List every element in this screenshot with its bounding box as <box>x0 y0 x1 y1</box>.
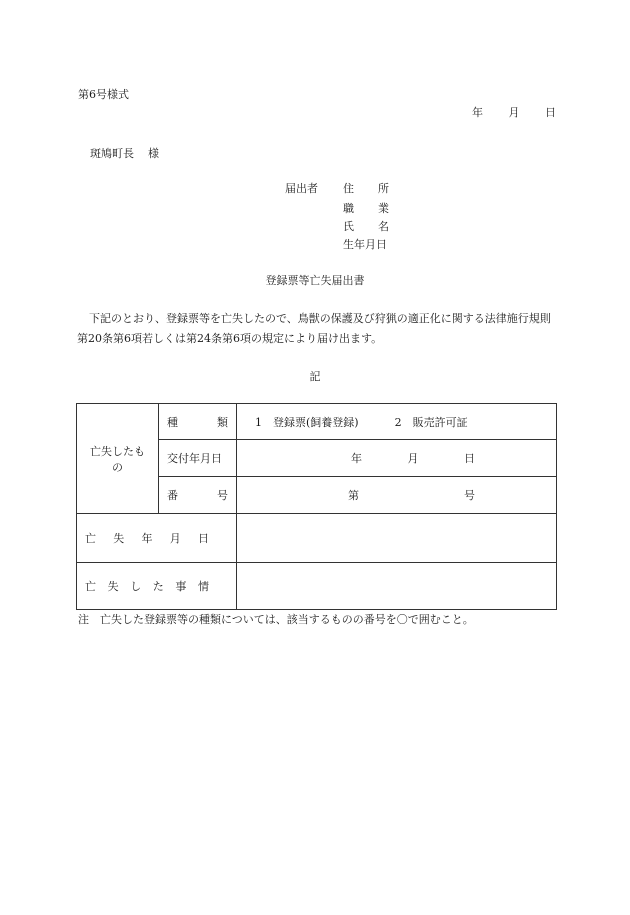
label-char: 所 <box>378 182 389 195</box>
label-char: し <box>130 580 142 593</box>
label-char: 名 <box>378 220 389 233</box>
date-year: 年 <box>472 106 483 119</box>
label-char: 事 <box>175 580 187 593</box>
applicant-address-label <box>343 180 389 196</box>
label-char: 業 <box>378 202 389 215</box>
ki-heading: 記 <box>309 370 321 383</box>
label-char: 職 <box>343 202 354 215</box>
date-year: 年 <box>351 452 362 465</box>
issue-date-cell[interactable] <box>237 440 557 477</box>
label-char: 亡 <box>85 532 96 545</box>
label-char: 失 <box>113 532 125 545</box>
label-char: 日 <box>198 532 209 545</box>
document-title: 登録票等亡失届出書 <box>265 274 365 287</box>
type-option-1[interactable]: 1 登録票(飼養登録) <box>255 415 359 429</box>
addressee <box>90 145 159 161</box>
label-char: た <box>152 580 164 593</box>
number-prefix: 第 <box>348 489 359 502</box>
label-char: 号 <box>217 489 228 502</box>
label-char: 番 <box>167 489 178 502</box>
footnote: 注 亡失した登録票等の種類については、該当するものの番号を〇で囲むこと。 <box>78 613 474 626</box>
circumstances-label <box>77 563 237 610</box>
type-options-cell[interactable] <box>237 404 557 440</box>
applicant-label: 届出者 <box>285 182 318 195</box>
circumstances-input[interactable] <box>237 563 557 610</box>
number-suffix: 号 <box>464 489 475 502</box>
applicant-occupation-label <box>343 200 389 216</box>
label-char: 情 <box>197 580 209 593</box>
type-option-2[interactable]: 2 販売許可証 <box>394 415 468 429</box>
label-char: 月 <box>169 532 181 545</box>
label-char: 類 <box>217 415 228 429</box>
date-day: 日 <box>464 452 475 465</box>
label-char: 住 <box>343 182 354 195</box>
date-month: 月 <box>407 452 419 465</box>
issue-date-label: 交付年月日 <box>159 440 237 477</box>
addressee-honorific: 様 <box>148 147 159 160</box>
label-char: 亡 <box>85 580 96 593</box>
submission-date <box>472 104 556 120</box>
loss-date-input[interactable] <box>237 514 557 563</box>
date-day: 日 <box>545 106 556 119</box>
label-char: 失 <box>107 580 119 593</box>
table-row <box>77 563 557 610</box>
lost-item-label: 亡失したもの <box>77 404 159 514</box>
form-number: 第6号様式 <box>78 88 129 101</box>
table-row <box>77 404 557 440</box>
date-month: 月 <box>508 106 520 119</box>
body-text: 下記のとおり、登録票等を亡失したので、鳥獣の保護及び狩猟の適正化に関する法律施行規則第20条第6項若しくは第24条第6項の規定により届け出ます。 <box>77 312 551 345</box>
number-label-cell <box>159 477 237 514</box>
applicant-name-label <box>343 218 389 234</box>
label-char: 氏 <box>343 220 354 233</box>
table-row <box>77 514 557 563</box>
loss-date-label <box>77 514 237 563</box>
type-label-cell <box>159 404 237 440</box>
label-char: 年 <box>141 532 153 545</box>
applicant-birthdate-label: 生年月日 <box>343 238 387 251</box>
label-char: 種 <box>167 415 178 429</box>
addressee-name: 斑鳩町長 <box>90 147 134 160</box>
number-cell[interactable] <box>237 477 557 514</box>
lost-item-table <box>76 403 557 610</box>
